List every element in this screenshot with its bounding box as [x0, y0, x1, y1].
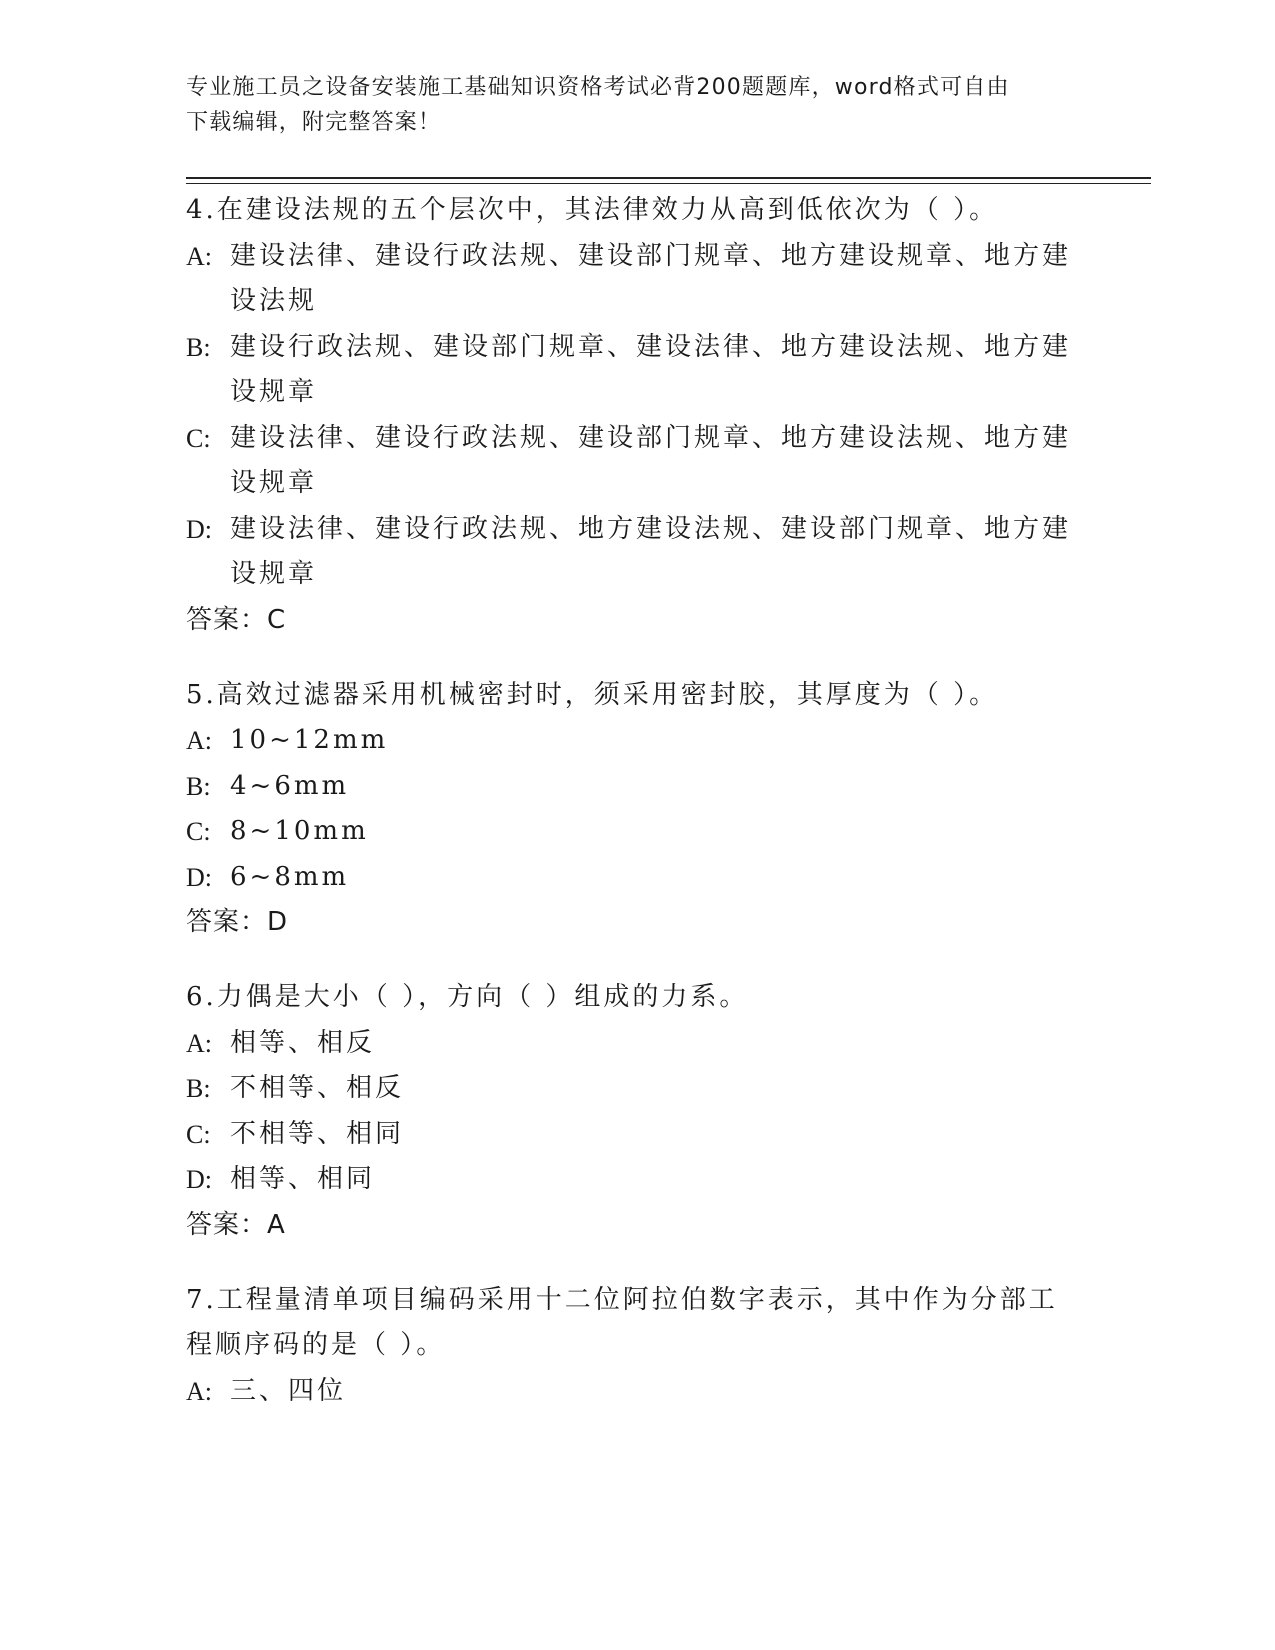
option-b: [186, 1066, 1086, 1112]
option-key: B:: [186, 332, 211, 362]
option-text: 不相等、相反: [230, 1073, 405, 1103]
question-stem: 6.力偶是大小（ ），方向（ ）组成的力系。: [186, 982, 749, 1012]
option-key: A:: [186, 726, 212, 755]
option-key: C:: [186, 817, 211, 846]
option-key: D:: [186, 1165, 212, 1194]
option-key: A:: [186, 241, 212, 271]
document-header: [186, 70, 1086, 140]
option-text: 建设法律、建设行政法规、建设部门规章、地方建设法规、地方建设规章: [230, 422, 1072, 498]
option-key: C:: [186, 423, 211, 453]
question-stem: 7.工程量清单项目编码采用十二位阿拉伯数字表示，其中作为分部工程顺序码的是（ ）。: [186, 1284, 1058, 1360]
option-text: 相等、相同: [230, 1164, 376, 1194]
option-a: [186, 1021, 1086, 1067]
option-a: [186, 234, 1086, 325]
option-text: 8~10mm: [230, 816, 369, 846]
answer-line: 答案：D: [186, 907, 289, 937]
option-a: [186, 1369, 1086, 1415]
option-b: [186, 764, 1086, 810]
option-c: [186, 809, 1086, 855]
answer-line: 答案：C: [186, 604, 287, 635]
option-key: D:: [186, 862, 212, 892]
option-text: 建设法律、建设行政法规、建设部门规章、地方建设规章、地方建设法规: [230, 240, 1072, 316]
option-key: C:: [186, 1119, 211, 1149]
option-c: [186, 416, 1086, 507]
option-d: [186, 855, 1086, 901]
question-7: [186, 1278, 1086, 1415]
option-b: [186, 325, 1086, 416]
option-key: A:: [186, 1376, 212, 1406]
option-text: 三、四位: [230, 1375, 347, 1406]
question-5: [186, 673, 1086, 946]
option-a: [186, 718, 1086, 764]
question-6: [186, 975, 1086, 1248]
question-stem: 5.高效过滤器采用机械密封时，须采用密封胶，其厚度为（ ）。: [186, 679, 999, 710]
option-key: D:: [186, 514, 212, 544]
header-divider-thin: [186, 183, 1151, 184]
question-list: [186, 188, 1086, 1444]
option-d: [186, 507, 1086, 598]
question-stem: 4.在建设法规的五个层次中，其法律效力从高到低依次为（ ）。: [186, 195, 999, 225]
header-line-2: 下载编辑，附完整答案！: [186, 110, 442, 135]
option-text: 不相等、相同: [230, 1118, 405, 1149]
header-divider-thick: [186, 177, 1151, 179]
option-text: 相等、相反: [230, 1027, 376, 1058]
option-text: 10~12mm: [230, 725, 389, 755]
option-key: B:: [186, 771, 211, 801]
option-text: 建设法律、建设行政法规、地方建设法规、建设部门规章、地方建设规章: [230, 513, 1072, 589]
header-line-1: 专业施工员之设备安装施工基础知识资格考试必背200题题库，word格式可自由: [186, 75, 1010, 100]
option-key: A:: [186, 1028, 212, 1058]
option-text: 6~8mm: [230, 861, 350, 892]
option-c: [186, 1112, 1086, 1158]
answer-line: 答案：A: [186, 1209, 286, 1240]
option-key: B:: [186, 1074, 211, 1103]
option-d: [186, 1157, 1086, 1203]
option-text: 建设行政法规、建设部门规章、建设法律、地方建设法规、地方建设规章: [230, 331, 1072, 407]
question-4: [186, 188, 1086, 643]
option-text: 4~6mm: [230, 770, 350, 801]
